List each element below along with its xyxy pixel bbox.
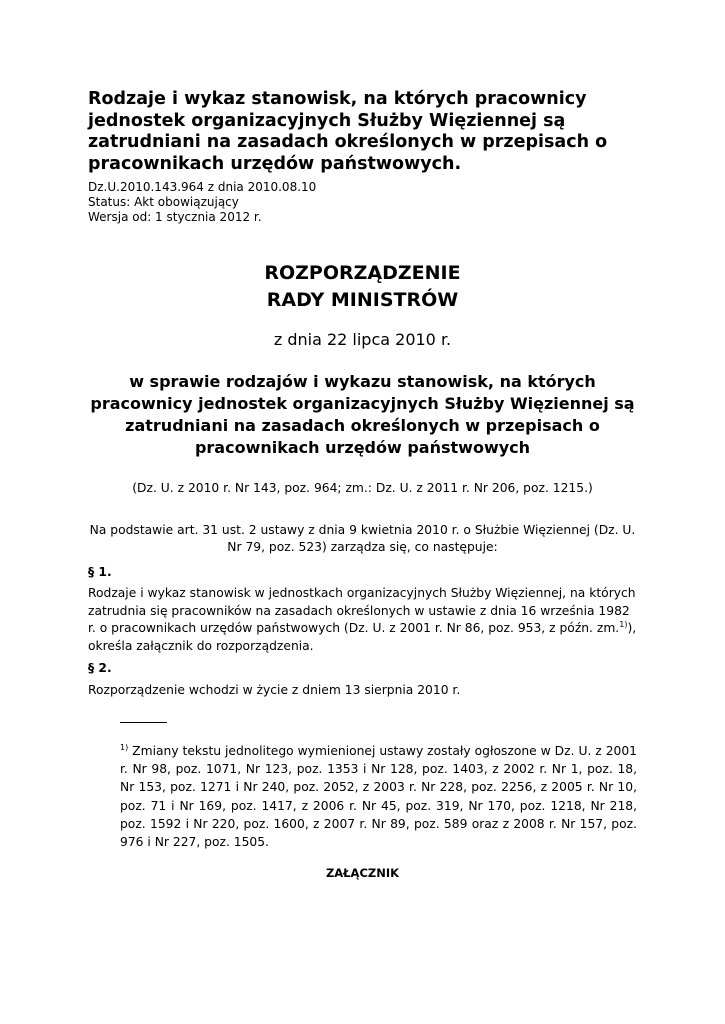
footnote-separator (120, 722, 167, 723)
act-date: z dnia 22 lipca 2010 r. (273, 330, 452, 349)
annex-heading: ZAŁĄCZNIK (325, 866, 400, 880)
act-type-line-2: RADY MINISTRÓW (266, 289, 459, 311)
document-meta (88, 180, 316, 225)
document-title: Rodzaje i wykaz stanowisk, na których pracownicy jednostek organizacyjnych Służby Więziennej są zatrudniani na zasadach określonych w przepisach o pracownikach urzędów państwowych. (88, 89, 608, 174)
paragraph-1-text (88, 585, 640, 655)
footnote (120, 742, 637, 851)
paragraph-2-text: Rozporządzenie wchodzi w życie z dniem 13 sierpnia 2010 r. (88, 683, 461, 697)
version-line: Wersja od: 1 stycznia 2012 r. (88, 210, 262, 224)
footnote-marker: 1) (120, 742, 129, 752)
paragraph-1-text-main: Rodzaje i wykaz stanowisk w jednostkach organizacyjnych Służby Więziennej, na których zatrudnia się pracowników na zasadach określonych w ustawie z dnia 16 września 1982 r. o pracownikach urzędów państwowych (Dz. U. z 2001 r. Nr 86, poz. 953, z późn. zm. (88, 586, 636, 635)
preamble: Na podstawie art. 31 ust. 2 ustawy z dnia 9 kwietnia 2010 r. o Służbie Więziennej (Dz. U. Nr 79, poz. 523) zarządza się, co następuje: (89, 523, 636, 554)
paragraph-2-label: § 2. (88, 661, 112, 675)
status-line: Status: Akt obowiązujący (88, 195, 239, 209)
publication-reference: (Dz. U. z 2010 r. Nr 143, poz. 964; zm.: Dz. U. z 2011 r. Nr 206, poz. 1215.) (132, 481, 593, 495)
paragraph-1-text-end: ), określa załącznik do rozporządzenia. (88, 621, 637, 653)
act-type-line-1: ROZPORZĄDZENIE (264, 262, 461, 284)
journal-reference: Dz.U.2010.143.964 z dnia 2010.08.10 (88, 180, 317, 194)
act-subject: w sprawie rodzajów i wykazu stanowisk, na których pracownicy jednostek organizacyjnych Służby Więziennej są zatrudniani na zasadach określonych w przepisach o pracownikach urzędów państwowych (90, 372, 635, 457)
footnote-text: Zmiany tekstu jednolitego wymienionej ustawy zostały ogłoszone w Dz. U. z 2001 r. Nr 98, poz. 1071, Nr 123, poz. 1353 i Nr 128, poz. 1403, z 2002 r. Nr 1, poz. 18, Nr 153, poz. 1271 i Nr 240, poz. 2052, z 2003 r. Nr 228, poz. 2256, z 2005 r. Nr 10, poz. 71 i Nr 169, poz. 1417, z 2006 r. Nr 45, poz. 319, Nr 170, poz. 1218, Nr 218, poz. 1592 i Nr 220, poz. 1600, z 2007 r. Nr 89, poz. 589 oraz z 2008 r. Nr 157, poz. 976 i Nr 227, poz. 1505. (120, 744, 637, 850)
paragraph-1-label: § 1. (88, 565, 112, 579)
act-type-heading (0, 260, 725, 314)
footnote-reference[interactable]: 1) (619, 619, 628, 629)
